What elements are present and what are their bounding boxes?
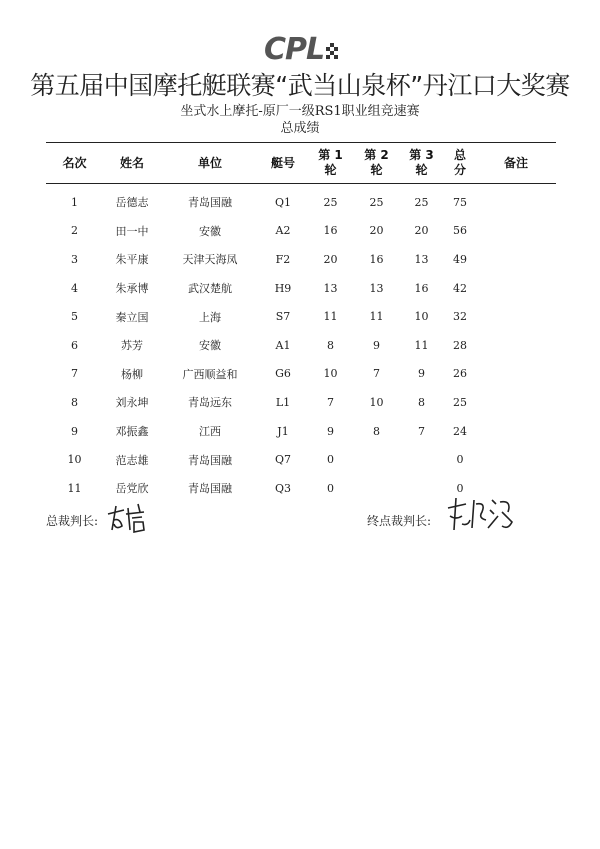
cell-round-2: 11 (369, 310, 384, 324)
cell-round-2 (354, 474, 399, 503)
cell-round-1: 11 (323, 310, 338, 324)
cell-remark (476, 217, 556, 246)
cell-round-3: 7 (418, 424, 425, 438)
cell-round-3: 25 (414, 195, 429, 209)
cell-rank: 10 (67, 453, 82, 467)
table-row (46, 274, 556, 303)
header-total-b: 分 (453, 163, 466, 177)
cell-remark (476, 360, 556, 389)
cell-round-3: 11 (414, 338, 429, 352)
cell-rank: 5 (71, 310, 78, 324)
header-round-1-b: 轮 (324, 163, 337, 177)
cell-boat: J1 (277, 424, 289, 438)
table-row (46, 445, 556, 474)
cell-unit: 天津天海凤 (182, 253, 238, 267)
cell-total: 26 (453, 367, 467, 381)
table-row (46, 302, 556, 331)
cell-remark (476, 388, 556, 417)
table-row (46, 184, 556, 217)
cell-total: 0 (456, 481, 464, 495)
cell-remark (476, 245, 556, 274)
cell-round-2: 16 (369, 252, 384, 266)
header-total-a: 总 (453, 148, 466, 162)
cell-name: 岳德志 (115, 196, 149, 210)
cell-boat: H9 (274, 281, 292, 295)
cell-round-2: 25 (369, 195, 384, 209)
cell-total: 28 (453, 338, 467, 352)
page-title: 第五届中国摩托艇联赛“武当山泉杯”丹江口大奖赛 (30, 71, 570, 100)
cell-round-2: 20 (369, 224, 384, 238)
cell-unit: 江西 (199, 425, 221, 439)
cell-remark (476, 184, 556, 217)
table-row (46, 331, 556, 360)
finish-referee-label: 终点裁判长: (367, 514, 432, 528)
cell-name: 苏芳 (121, 339, 143, 353)
cell-round-1: 25 (323, 195, 338, 209)
cell-round-1: 0 (327, 481, 334, 495)
cell-total: 32 (453, 310, 467, 324)
cell-total: 42 (453, 281, 467, 295)
cell-name: 朱平康 (115, 253, 149, 267)
header-rank: 名次 (62, 155, 87, 170)
cell-unit: 广西顺益和 (182, 367, 238, 381)
cell-rank: 2 (71, 224, 78, 238)
cell-unit: 青岛国融 (188, 196, 232, 210)
cell-rank: 9 (71, 424, 78, 438)
cell-total: 25 (453, 395, 467, 409)
cell-round-1: 7 (327, 395, 334, 409)
cpl-logo-graphic (262, 33, 344, 65)
cell-round-3: 9 (418, 367, 425, 381)
cell-unit: 青岛远东 (188, 396, 232, 410)
table-header-row (46, 143, 556, 184)
header-round-2-a: 第 2 (364, 148, 389, 162)
cell-unit: 青岛国融 (188, 453, 232, 467)
cell-rank: 6 (71, 338, 78, 352)
header-round-3-b: 轮 (415, 163, 428, 177)
cpl-logo (262, 33, 344, 65)
cell-rank: 11 (67, 481, 82, 495)
header-round-2-b: 轮 (370, 163, 383, 177)
chief-referee-signature (104, 500, 152, 536)
cell-round-2 (354, 445, 399, 474)
cell-round-2: 10 (369, 395, 384, 409)
finish-referee-signature (442, 494, 520, 536)
cell-name: 田一中 (115, 224, 149, 238)
header-unit: 单位 (197, 155, 222, 170)
cell-total: 75 (453, 195, 467, 209)
cell-round-1: 13 (323, 281, 338, 295)
cell-round-3: 8 (418, 395, 425, 409)
cell-round-3 (399, 474, 444, 503)
cpl-logo-text: CPL (264, 33, 325, 65)
cell-boat: A2 (275, 224, 291, 238)
section-title: 总成绩 (280, 121, 320, 136)
cell-boat: F2 (275, 252, 291, 266)
header-boat: 艇号 (270, 155, 295, 170)
cell-remark (476, 274, 556, 303)
cell-unit: 上海 (199, 310, 221, 324)
cell-round-1: 0 (327, 453, 334, 467)
table-row (46, 360, 556, 389)
table-row (46, 388, 556, 417)
cell-unit: 安徽 (199, 339, 221, 353)
table-row (46, 417, 556, 446)
cell-round-1: 20 (323, 252, 338, 266)
cell-remark (476, 445, 556, 474)
cell-remark (476, 331, 556, 360)
cell-unit: 武汉楚航 (188, 282, 232, 296)
cell-total: 24 (453, 424, 467, 438)
header-round-3 (399, 143, 444, 184)
cell-total: 56 (453, 224, 467, 238)
cell-name: 岳党欣 (115, 482, 149, 496)
cell-boat: G6 (275, 367, 291, 381)
header-round-3-a: 第 3 (409, 148, 434, 162)
cell-rank: 8 (71, 395, 78, 409)
cell-name: 杨柳 (121, 367, 143, 381)
cell-round-1: 10 (323, 367, 338, 381)
cell-round-1: 8 (327, 338, 334, 352)
cell-round-3: 16 (414, 281, 429, 295)
results-table (46, 142, 556, 503)
cell-rank: 1 (71, 195, 78, 209)
cell-remark (476, 417, 556, 446)
cell-boat: Q3 (274, 481, 292, 495)
cell-boat: Q7 (274, 453, 292, 467)
cell-round-2: 8 (373, 424, 380, 438)
cell-round-3: 10 (414, 310, 429, 324)
cell-remark (476, 302, 556, 331)
cell-round-1: 16 (323, 224, 338, 238)
cell-round-3: 13 (414, 252, 429, 266)
cell-boat: A1 (275, 338, 291, 352)
header-total (444, 143, 476, 184)
header-round-1 (307, 143, 354, 184)
header-round-1-a: 第 1 (318, 148, 343, 162)
cell-name: 邓振鑫 (115, 425, 149, 439)
cell-boat: S7 (275, 310, 291, 324)
cell-total: 0 (456, 453, 464, 467)
cell-name: 朱承博 (115, 282, 149, 296)
event-subtitle: 坐式水上摩托-原厂一级RS1职业组竞速赛 (180, 104, 420, 119)
cell-round-2: 9 (373, 338, 380, 352)
cell-name: 范志雄 (115, 453, 149, 467)
table-row (46, 217, 556, 246)
header-name: 姓名 (119, 155, 144, 170)
chief-referee-label: 总裁判长: (46, 514, 99, 528)
cell-boat: L1 (275, 395, 291, 409)
cell-round-3 (399, 445, 444, 474)
table-row (46, 245, 556, 274)
cell-unit: 安徽 (199, 224, 221, 238)
cell-total: 49 (453, 252, 467, 266)
cell-round-3: 20 (414, 224, 429, 238)
header-remark: 备注 (503, 155, 528, 170)
cell-rank: 7 (71, 367, 78, 381)
cell-name: 刘永坤 (115, 396, 149, 410)
cell-boat: Q1 (274, 195, 292, 209)
cell-round-2: 13 (369, 281, 384, 295)
cell-rank: 4 (71, 281, 78, 295)
cell-unit: 青岛国融 (188, 482, 232, 496)
cell-name: 秦立国 (115, 310, 149, 324)
cell-rank: 3 (71, 252, 78, 266)
checkered-flag-icon (326, 43, 338, 59)
cell-round-1: 9 (327, 424, 334, 438)
cell-round-2: 7 (373, 367, 380, 381)
header-round-2 (354, 143, 399, 184)
